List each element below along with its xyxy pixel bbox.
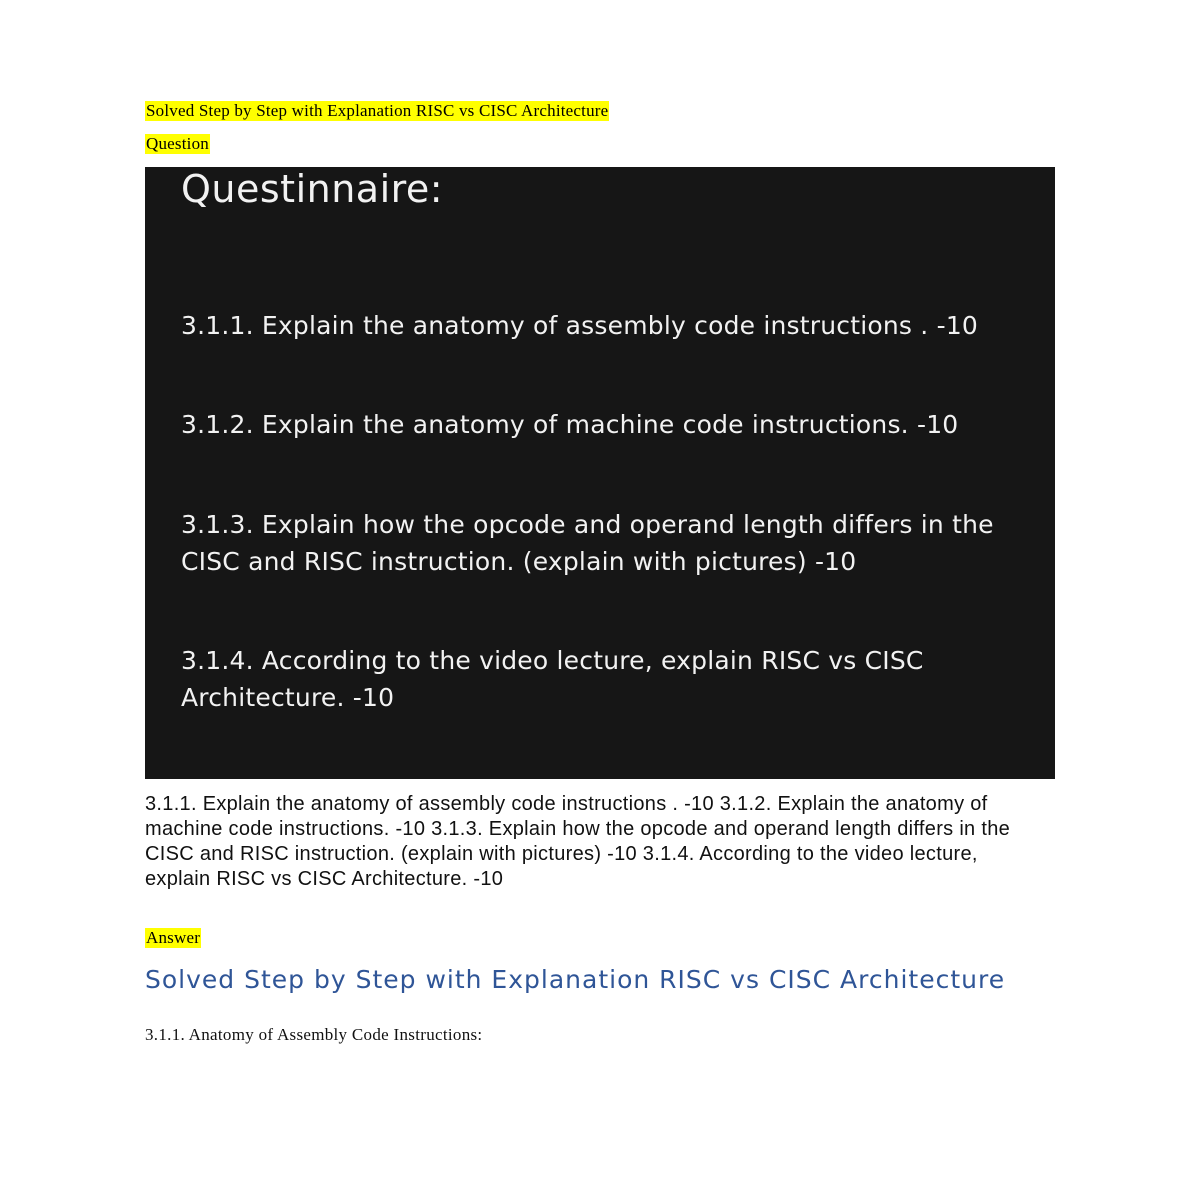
question-item-3: 3.1.3. Explain how the opcode and operand length differs in the CISC and RISC instruction. (explain with pictures) -10 — [181, 510, 994, 576]
document-title: Solved Step by Step with Explanation RISC vs CISC Architecture — [146, 101, 609, 120]
document-title-line — [145, 101, 609, 121]
question-item-1: 3.1.1. Explain the anatomy of assembly code instructions . -10 — [181, 311, 979, 340]
question-label-line — [145, 134, 210, 154]
answer-heading: Solved Step by Step with Explanation RISC vs CISC Architecture — [145, 965, 1006, 994]
question-label: Question — [146, 134, 209, 153]
question-item-4: 3.1.4. According to the video lecture, explain RISC vs CISC Architecture. -10 — [181, 646, 924, 712]
question-screenshot-image — [145, 167, 1055, 779]
questionnaire-title: Questinnaire: — [181, 167, 444, 211]
answer-label-line — [145, 928, 201, 948]
answer-subheading: 3.1.1. Anatomy of Assembly Code Instructions: — [145, 1025, 483, 1044]
question-item-2: 3.1.2. Explain the anatomy of machine code instructions. -10 — [181, 410, 959, 439]
question-text: 3.1.1. Explain the anatomy of assembly code instructions . -10 3.1.2. Explain the anatomy of machine code instructions. -10 3.1.3. Explain how the opcode and operand length differs in the CISC and RISC instruction. (explain with pictures) -10 3.1.4. According to the video lecture, explain RISC vs CISC Architecture. -10 — [145, 793, 1011, 890]
answer-label: Answer — [146, 928, 201, 947]
